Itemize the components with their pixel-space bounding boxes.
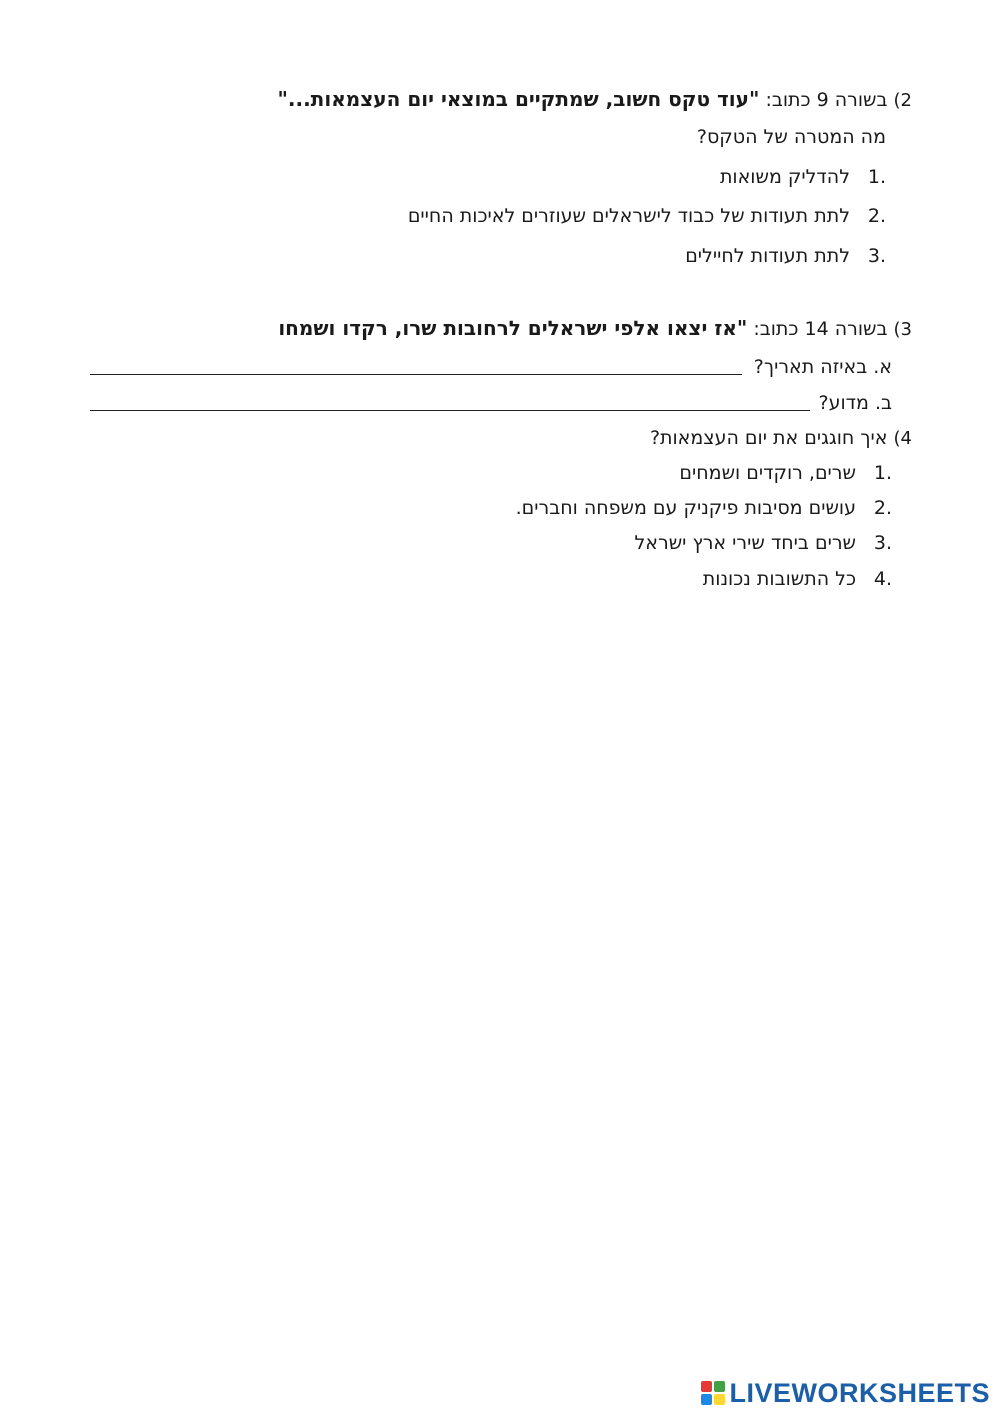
question-4-option-1: [679, 460, 892, 486]
option-number: .2: [867, 205, 886, 227]
question-2-prompt: מה המטרה של הטקס?: [696, 126, 886, 148]
liveworksheets-logo: [701, 1377, 990, 1409]
option-number: .4: [873, 568, 892, 590]
option-number: .3: [873, 532, 892, 554]
question-4-option-3: [634, 530, 892, 556]
question-2-option-1: [720, 164, 886, 190]
option-text: לתת תעודות לחיילים: [685, 245, 850, 267]
question-4-heading: [650, 425, 912, 452]
question-3-quote: "אז יצאו אלפי ישראלים לרחובות שרו, רקדו ושמחו: [278, 316, 748, 340]
logo-square-green: [714, 1381, 725, 1392]
logo-text: LIVEWORKSHEETS: [729, 1377, 990, 1408]
option-text: כל התשובות נכונות: [702, 568, 856, 590]
question-4-prompt: איך חוגגים את יום העצמאות?: [649, 427, 888, 449]
logo-square-red: [701, 1381, 712, 1392]
option-text: שרים ביחד שירי ארץ ישראל: [634, 532, 856, 554]
question-4-option-4: [703, 566, 892, 592]
question-2-intro: בשורה 9 כתוב:: [759, 89, 888, 111]
question-2-number: 2): [893, 90, 912, 111]
logo-square-yellow: [714, 1394, 725, 1405]
question-3-number: 3): [893, 319, 912, 340]
option-text: שרים, רוקדים ושמחים: [679, 462, 856, 484]
question-2-heading: [277, 86, 912, 114]
logo-square-blue: [701, 1394, 712, 1405]
option-number: .1: [873, 462, 892, 484]
option-number: .3: [867, 245, 886, 267]
option-number: .1: [867, 166, 886, 188]
question-2-quote-end: ...": [277, 87, 311, 111]
option-number: .2: [873, 497, 892, 519]
logo-squares-icon: [701, 1381, 725, 1405]
option-text: להדליק משואות: [719, 166, 850, 188]
option-text: עושים מסיבות פיקניק עם משפחה וחברים.: [515, 497, 856, 519]
question-4-number: 4): [893, 428, 912, 449]
answer-line-date[interactable]: [90, 374, 742, 375]
question-3-sub-a: א. באיזה תאריך?: [753, 356, 892, 378]
question-3-intro: בשורה 14 כתוב:: [747, 318, 888, 340]
question-4-option-2: [516, 495, 892, 521]
question-2-option-3: [685, 243, 886, 269]
question-3-heading: [278, 315, 912, 343]
question-2-option-2: [408, 203, 886, 229]
question-2-quote: "עוד טקס חשוב, שמתקיים במוצאי יום העצמאות: [310, 87, 760, 111]
question-3-sub-b: ב. מדוע?: [818, 392, 892, 414]
option-text: לתת תעודות של כבוד לישראלים שעוזרים לאיכות החיים: [407, 205, 850, 227]
answer-line-why[interactable]: [90, 410, 810, 411]
